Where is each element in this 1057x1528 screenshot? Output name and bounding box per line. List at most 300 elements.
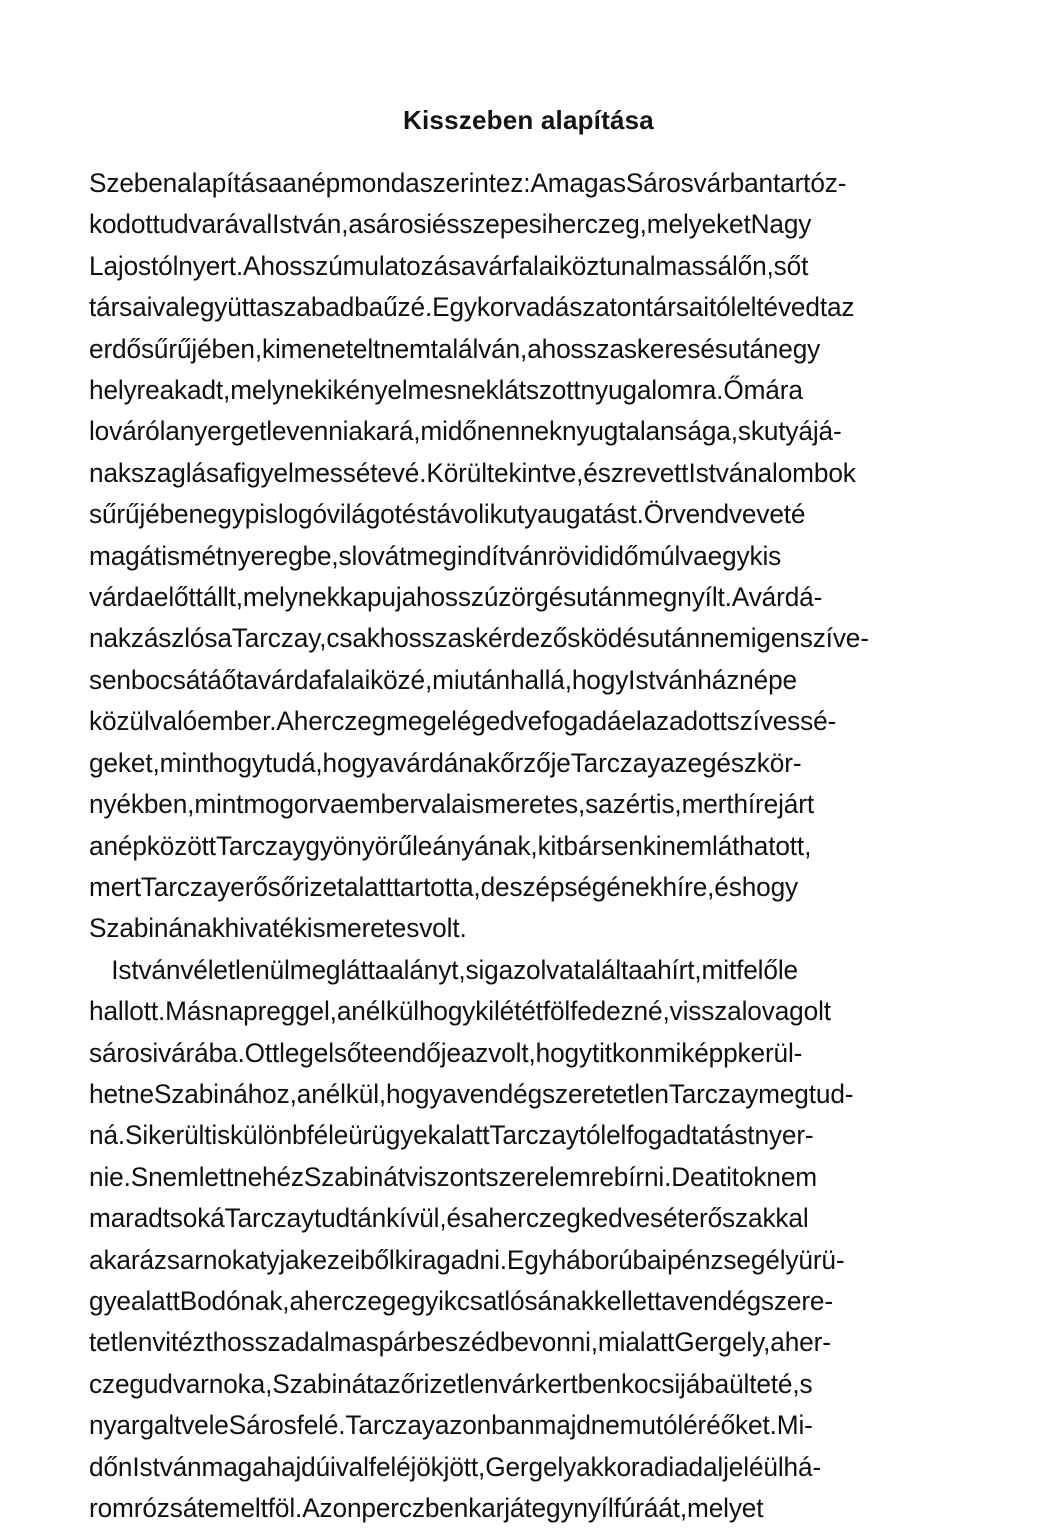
word: a xyxy=(289,1284,304,1316)
word: láthatott, xyxy=(712,829,812,861)
word: hosszadalmas xyxy=(212,1326,379,1358)
word: szépségének xyxy=(509,870,663,902)
word: csatlósának xyxy=(456,1284,594,1316)
text-line xyxy=(89,866,967,907)
word: fúrá xyxy=(613,1492,659,1523)
word: megindítván xyxy=(406,539,548,571)
word: há- xyxy=(783,1450,822,1482)
word: István xyxy=(111,953,181,985)
word: utóléré xyxy=(641,1409,721,1441)
word: hogy xyxy=(322,746,379,778)
word: s xyxy=(585,788,599,820)
word: leányának, xyxy=(412,829,538,861)
word: a xyxy=(348,208,363,240)
text-line xyxy=(89,1363,967,1404)
word: kérdezősködés xyxy=(474,622,650,654)
word: fogadá xyxy=(542,705,622,737)
word: kapuja xyxy=(339,581,417,613)
word: hallott. xyxy=(89,995,166,1027)
word: a xyxy=(639,1450,654,1482)
text-line xyxy=(89,1239,967,1280)
word: a xyxy=(442,1077,457,1109)
word: bocsátá xyxy=(130,663,222,695)
word: unalmassá xyxy=(606,249,732,281)
word: István xyxy=(132,1450,202,1482)
word: nak xyxy=(89,456,131,488)
word: visszalovagolt xyxy=(669,995,831,1027)
word: és xyxy=(714,870,742,902)
word: szerint xyxy=(419,167,496,198)
word: vonni, xyxy=(528,1326,598,1358)
word: szepesi xyxy=(459,208,548,240)
word: A xyxy=(731,581,749,613)
word: véletlenül xyxy=(180,953,290,985)
word: czeg xyxy=(89,1367,144,1399)
word: akadt, xyxy=(159,374,231,406)
word: gyönyörű xyxy=(305,829,413,861)
word: ismeretes, xyxy=(465,788,586,820)
word: maga xyxy=(201,1450,267,1482)
word: jeléül xyxy=(723,1450,784,1482)
word: gye xyxy=(89,1284,131,1316)
word: a xyxy=(788,374,803,406)
text-line xyxy=(89,576,967,617)
word: alatt xyxy=(440,1119,490,1151)
word: nehéz xyxy=(233,1160,304,1192)
word: titok xyxy=(718,1160,767,1192)
word: kiragadni. xyxy=(394,1243,507,1275)
body-text-block xyxy=(89,162,968,1528)
word: az xyxy=(826,291,855,323)
word: után xyxy=(576,581,627,613)
word: perczben xyxy=(361,1492,469,1523)
word: Ott xyxy=(244,1036,280,1068)
word: a xyxy=(770,1326,785,1358)
word: kimenetelt xyxy=(262,332,381,364)
word: űzé. xyxy=(383,291,433,323)
word: együtt xyxy=(185,291,257,323)
text-line xyxy=(89,1156,967,1197)
text-line xyxy=(89,1321,967,1362)
word: találván, xyxy=(430,332,528,364)
word: nyer- xyxy=(754,1119,814,1151)
word: erős xyxy=(230,870,281,902)
word: akkor xyxy=(576,1450,640,1482)
word: kényelmesnek xyxy=(332,374,499,406)
word: a xyxy=(642,953,658,985)
word: kis xyxy=(749,539,782,571)
word: várban xyxy=(693,167,774,198)
word: igen xyxy=(750,622,800,654)
word: Mi- xyxy=(776,1409,813,1441)
text-line xyxy=(89,452,967,493)
text-line xyxy=(89,825,967,866)
word: különbféle xyxy=(230,1119,349,1151)
word: rózsát xyxy=(133,1492,205,1523)
word: múlva xyxy=(638,539,708,571)
word: zászlósa xyxy=(130,622,232,654)
word: kodott xyxy=(89,208,160,240)
word: tetlen xyxy=(89,1326,153,1358)
word: Szeben xyxy=(89,167,178,198)
word: melynek xyxy=(242,581,340,613)
word: közé, xyxy=(370,663,433,695)
text-line xyxy=(89,286,967,327)
word: dőn xyxy=(89,1450,133,1482)
word: volt, xyxy=(488,1036,536,1068)
word: a xyxy=(473,1202,489,1234)
word: és xyxy=(401,498,430,530)
word: hogy xyxy=(386,1077,443,1109)
word: helyre xyxy=(89,374,160,406)
word: nak xyxy=(89,622,131,654)
word: nyert. xyxy=(178,249,244,281)
word: lőn, xyxy=(731,249,774,281)
word: István xyxy=(688,456,758,488)
word: látszott xyxy=(498,374,581,406)
word: népmonda xyxy=(296,167,420,198)
word: Szabinát xyxy=(303,1160,405,1192)
word: figyelmessé xyxy=(233,456,371,488)
word: hogy xyxy=(535,1036,592,1068)
word: Tarczay xyxy=(224,1202,315,1234)
word: Lajostól xyxy=(89,249,179,281)
word: atyja xyxy=(244,1243,300,1275)
text-line xyxy=(89,1114,967,1155)
word: ismeretes xyxy=(306,912,420,944)
word: szívessé- xyxy=(726,705,837,737)
word: Szabinát xyxy=(272,1367,374,1399)
word: lombok xyxy=(772,456,856,488)
word: maradt xyxy=(89,1202,170,1234)
word: várkertben xyxy=(498,1367,621,1399)
word: mogorva xyxy=(243,788,345,820)
text-line xyxy=(89,990,967,1031)
word: Szabinának xyxy=(89,912,225,944)
word: a xyxy=(89,829,104,861)
word: várába. xyxy=(158,1036,245,1068)
word: szíve- xyxy=(799,622,869,654)
word: az xyxy=(460,1036,489,1068)
word: járt xyxy=(778,788,814,820)
word: anélkül, xyxy=(296,1077,387,1109)
word: kit xyxy=(537,829,564,861)
word: geket, xyxy=(89,746,160,778)
word: falai xyxy=(511,249,559,281)
text-line xyxy=(89,328,967,369)
word: után xyxy=(727,332,779,364)
word: nem xyxy=(700,622,751,654)
text-line xyxy=(89,1280,967,1321)
word: vár xyxy=(475,249,512,281)
word: egy xyxy=(531,1492,574,1523)
word: alapítása xyxy=(177,167,283,198)
word: meglátta xyxy=(289,953,390,985)
word: nyugtalansága, xyxy=(561,415,738,447)
word: diadal xyxy=(653,1450,724,1482)
word: Sáros xyxy=(625,167,694,198)
text-line xyxy=(89,203,967,244)
word: s xyxy=(799,1367,813,1399)
word: udvarnoka, xyxy=(143,1367,273,1399)
word: s xyxy=(338,539,352,571)
word: Nagy xyxy=(750,208,812,240)
word: szabadba xyxy=(270,291,384,323)
word: neki xyxy=(285,374,333,406)
word: pislogó xyxy=(244,498,327,530)
text-line xyxy=(89,1073,967,1114)
paragraph-2 xyxy=(89,949,967,1528)
text-line xyxy=(89,617,967,658)
word: pénzsegély xyxy=(667,1243,799,1275)
word: közül xyxy=(89,705,150,737)
word: után xyxy=(649,622,701,654)
word: Másnap xyxy=(165,995,258,1027)
word: állt, xyxy=(202,581,243,613)
word: Tarczay xyxy=(140,870,231,902)
text-line xyxy=(89,535,967,576)
word: már xyxy=(743,374,789,406)
word: a xyxy=(661,1284,676,1316)
word: nyargalt xyxy=(89,1409,182,1441)
word: kellett xyxy=(593,1284,662,1316)
word: Tarczay xyxy=(570,746,661,778)
word: tartotta, xyxy=(392,870,481,902)
word: az xyxy=(660,746,688,778)
word: hivaték xyxy=(224,912,307,944)
text-line xyxy=(89,493,967,534)
word: őt xyxy=(786,249,809,281)
word: között xyxy=(146,829,216,861)
word: Sikerült xyxy=(125,1119,212,1151)
word: ennek xyxy=(491,415,562,447)
word: társaitól xyxy=(645,291,737,323)
word: Egy xyxy=(506,1243,552,1275)
word: kedvesét xyxy=(580,1202,685,1234)
word: vadászaton xyxy=(512,291,646,323)
word: híre, xyxy=(662,870,715,902)
word: nem xyxy=(148,1160,199,1192)
word: Gergely, xyxy=(674,1326,771,1358)
word: hogy xyxy=(571,663,629,695)
word: egész xyxy=(687,746,757,778)
word: őrizet xyxy=(280,870,345,902)
word: nyugalomra. xyxy=(580,374,724,406)
word: karját xyxy=(468,1492,532,1523)
word: a xyxy=(282,167,297,198)
word: magas xyxy=(547,167,626,198)
word: világot xyxy=(326,498,402,530)
word: háborúbai xyxy=(551,1243,668,1275)
word: a xyxy=(704,1160,719,1192)
word: mit xyxy=(701,953,737,985)
word: A xyxy=(530,167,548,198)
word: teendője xyxy=(361,1036,461,1068)
word: herczeg xyxy=(303,1284,397,1316)
word: megtud- xyxy=(758,1077,854,1109)
text-line xyxy=(89,659,967,700)
word: hosszas xyxy=(541,332,637,364)
word: lett xyxy=(198,1160,234,1192)
word: melyet xyxy=(686,1492,764,1523)
word: találta xyxy=(573,953,643,985)
word: hosszas xyxy=(379,622,475,654)
word: kezeiből xyxy=(299,1243,395,1275)
word: őket. xyxy=(720,1409,777,1441)
word: is, xyxy=(655,788,682,820)
word: ember xyxy=(344,788,419,820)
word: vitézt xyxy=(152,1326,213,1358)
text-line xyxy=(89,907,967,948)
word: ember. xyxy=(197,705,277,737)
word: ez: xyxy=(495,167,531,198)
word: a xyxy=(527,332,542,364)
word: sűrűjében xyxy=(89,498,203,530)
word: tartóz- xyxy=(773,167,847,198)
word: várdának xyxy=(393,746,501,778)
word: herczeg xyxy=(488,1202,581,1234)
word: emelt xyxy=(204,1492,268,1523)
word: levenni xyxy=(266,415,349,447)
word: legelső xyxy=(279,1036,362,1068)
word: Gergely xyxy=(485,1450,577,1482)
word: senki xyxy=(600,829,662,861)
word: hajdúival xyxy=(266,1450,369,1482)
word: egyik xyxy=(396,1284,457,1316)
text-line xyxy=(89,1446,967,1487)
word: tudtán xyxy=(314,1202,387,1234)
word: társaival xyxy=(89,291,186,323)
word: István, xyxy=(272,208,349,240)
word: és xyxy=(446,1202,474,1234)
text-line xyxy=(89,1032,967,1073)
word: nyerget xyxy=(179,415,267,447)
word: ülteté, xyxy=(729,1367,800,1399)
word: akará, xyxy=(348,415,421,447)
word: lovát xyxy=(351,539,407,571)
word: erdő xyxy=(89,332,141,364)
word: megnyílt. xyxy=(626,581,732,613)
word: mulatozás xyxy=(342,249,461,281)
text-line xyxy=(89,1197,967,1238)
word: egy xyxy=(202,498,245,530)
word: nem xyxy=(661,829,713,861)
word: föl. xyxy=(267,1492,303,1523)
word: háznépe xyxy=(697,663,797,695)
word: észrevett xyxy=(583,456,689,488)
word: őrizetlen xyxy=(400,1367,499,1399)
word: ürügyek xyxy=(348,1119,441,1151)
word: Szabinához, xyxy=(153,1077,297,1109)
word: elfogadtatást xyxy=(606,1119,755,1151)
word: sárosi xyxy=(89,1036,159,1068)
word: miután xyxy=(432,663,510,695)
word: sárosi xyxy=(362,208,432,240)
word: ná. xyxy=(89,1119,126,1151)
word: hogy xyxy=(741,870,799,902)
word: a xyxy=(378,746,394,778)
word: s xyxy=(773,249,787,281)
word: felé. xyxy=(296,1409,346,1441)
word: falai xyxy=(322,663,371,695)
word: közt xyxy=(558,249,607,281)
word: szaglása xyxy=(130,456,234,488)
word: őrzője xyxy=(500,746,571,778)
word: kívül, xyxy=(386,1202,447,1234)
word: a xyxy=(389,953,404,985)
word: azonban xyxy=(434,1409,535,1441)
word: tudá, xyxy=(264,746,323,778)
word: kutyaugatást. xyxy=(489,498,644,530)
word: vala xyxy=(418,788,466,820)
word: kör- xyxy=(756,746,802,778)
word: várda xyxy=(257,663,323,695)
word: rom xyxy=(89,1492,134,1523)
text-line xyxy=(89,742,967,783)
word: anélkül xyxy=(336,995,419,1027)
word: felőle xyxy=(736,953,798,985)
text-line xyxy=(89,700,967,741)
word: A xyxy=(243,249,261,281)
word: el xyxy=(621,705,642,737)
word: keresés xyxy=(636,332,728,364)
word: mialatt xyxy=(597,1326,675,1358)
word: bírni. xyxy=(613,1160,672,1192)
word: mely xyxy=(230,374,286,406)
paragraph-1 xyxy=(89,162,967,949)
word: várda xyxy=(89,581,154,613)
word: hogy xyxy=(418,995,476,1027)
text-line xyxy=(89,162,967,203)
word: magát xyxy=(89,539,162,571)
text-line xyxy=(89,410,967,451)
text-line xyxy=(89,245,967,286)
word: reggel, xyxy=(257,995,337,1027)
word: her- xyxy=(784,1326,831,1358)
word: ismét xyxy=(161,539,224,571)
text-line xyxy=(89,1404,967,1445)
word: kilétét xyxy=(475,995,543,1027)
word: nyíl xyxy=(573,1492,614,1523)
word: A xyxy=(276,705,294,737)
word: nyeregbe, xyxy=(223,539,339,571)
word: minthogy xyxy=(159,746,265,778)
word: mert xyxy=(681,788,734,820)
text-line xyxy=(89,783,967,824)
word: azért xyxy=(598,788,656,820)
word: sen xyxy=(89,663,131,695)
word: s xyxy=(465,953,479,985)
word: miképp xyxy=(653,1036,738,1068)
word: volt. xyxy=(419,912,467,944)
word: nép xyxy=(103,829,147,861)
word: Tarczay xyxy=(668,1077,759,1109)
word: nie. xyxy=(89,1160,131,1192)
word: herczeg, xyxy=(547,208,647,240)
word: Tarczay xyxy=(345,1409,435,1441)
word: idő xyxy=(603,539,639,571)
word: akará xyxy=(89,1243,154,1275)
word: De xyxy=(671,1160,705,1192)
word: de xyxy=(480,870,510,902)
word: csak xyxy=(326,622,380,654)
text-line xyxy=(89,369,967,410)
word: vendégszeretetlen xyxy=(456,1077,669,1109)
word: Azon xyxy=(302,1492,362,1523)
word: várdá- xyxy=(748,581,823,613)
word: Ő xyxy=(723,374,744,406)
word: egy xyxy=(707,539,750,571)
